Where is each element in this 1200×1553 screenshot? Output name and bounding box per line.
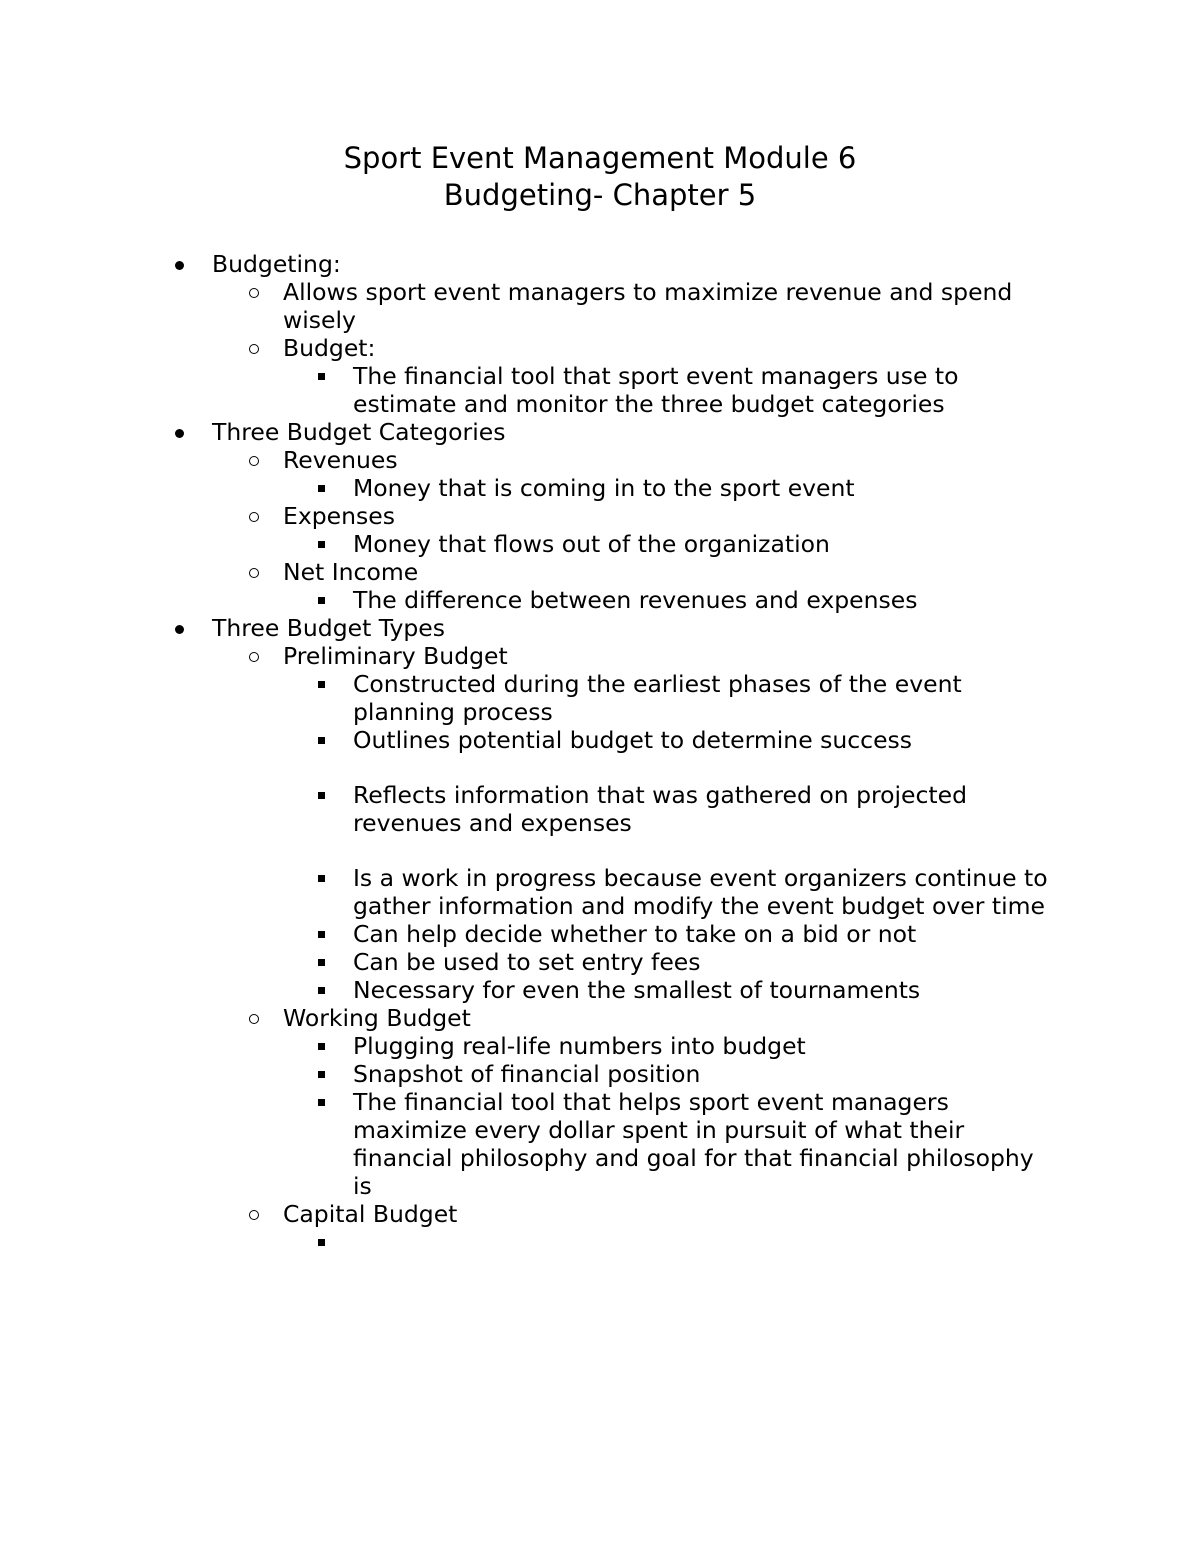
item-text: Can be used to set entry fees xyxy=(353,948,701,976)
item-text: Outlines potential budget to determine success xyxy=(353,726,913,754)
bullet-circle-icon xyxy=(247,558,263,586)
item-text: The difference between revenues and expenses xyxy=(353,586,918,614)
outline-subsubitem xyxy=(0,530,1200,558)
item-text: Budgeting: xyxy=(212,250,341,278)
bullet-circle-icon xyxy=(247,278,263,306)
item-text: Net Income xyxy=(283,558,419,586)
item-text xyxy=(353,1228,1053,1256)
outline-subitem xyxy=(0,278,1200,334)
item-text: Revenues xyxy=(283,446,398,474)
bullet-square-icon xyxy=(316,1228,330,1256)
outline-subsubitem xyxy=(0,781,1200,837)
item-text: Necessary for even the smallest of tournaments xyxy=(353,976,921,1004)
bullet-circle-icon xyxy=(247,502,263,530)
outline-subsubitem xyxy=(0,586,1200,614)
outline-subsubitem xyxy=(0,474,1200,502)
outline-subsubitem xyxy=(0,362,1200,418)
item-text: Expenses xyxy=(283,502,395,530)
outline-subsubitem xyxy=(0,976,1200,1004)
outline-subitem xyxy=(0,502,1200,530)
item-text: Money that is coming in to the sport event xyxy=(353,474,855,502)
outline-subitem xyxy=(0,1200,1200,1228)
outline-subsubitem xyxy=(0,920,1200,948)
outline-subsubitem xyxy=(0,1060,1200,1088)
item-text: Three Budget Types xyxy=(212,614,445,642)
bullet-square-icon xyxy=(316,726,330,754)
bullet-square-icon xyxy=(316,530,330,558)
item-text: Allows sport event managers to maximize revenue and spend wisely xyxy=(283,278,1013,334)
outline-subitem xyxy=(0,1004,1200,1032)
outline-list xyxy=(0,250,1200,1256)
item-text: Constructed during the earliest phases of the event planning process xyxy=(353,670,962,726)
item-text: Preliminary Budget xyxy=(283,642,508,670)
item-text: Is a work in progress because event organizers continue to gather information and modify the event budget over time xyxy=(353,864,1048,920)
bullet-circle-icon xyxy=(247,642,263,670)
bullet-square-icon xyxy=(316,670,330,698)
bullet-square-icon xyxy=(316,781,330,809)
item-text: The financial tool that helps sport event managers maximize every dollar spent in pursuit of what their financial philosophy and goal for that financial philosophy is xyxy=(353,1088,1034,1200)
outline-subsubitem xyxy=(0,726,1200,754)
item-text: Working Budget xyxy=(283,1004,471,1032)
item-text: Reflects information that was gathered on projected revenues and expenses xyxy=(353,781,968,837)
outline-item-types xyxy=(0,614,1200,642)
bullet-square-icon xyxy=(316,1032,330,1060)
bullet-square-icon xyxy=(316,586,330,614)
item-text: Money that flows out of the organization xyxy=(353,530,830,558)
item-text: Three Budget Categories xyxy=(212,418,506,446)
outline-subsubitem xyxy=(0,1032,1200,1060)
outline-item-budgeting xyxy=(0,250,1200,278)
outline-item-categories xyxy=(0,418,1200,446)
bullet-square-icon xyxy=(316,474,330,502)
bullet-square-icon xyxy=(316,362,330,390)
outline-subsubitem xyxy=(0,1088,1200,1200)
document-title xyxy=(0,140,1200,214)
bullet-dot-icon xyxy=(172,614,188,642)
item-text: Plugging real-life numbers into budget xyxy=(353,1032,806,1060)
bullet-circle-icon xyxy=(247,446,263,474)
outline-subitem xyxy=(0,558,1200,586)
bullet-circle-icon xyxy=(247,1200,263,1228)
bullet-square-icon xyxy=(316,1088,330,1116)
bullet-square-icon xyxy=(316,948,330,976)
outline-subsubitem xyxy=(0,864,1200,920)
bullet-square-icon xyxy=(316,1060,330,1088)
outline-subitem xyxy=(0,642,1200,670)
item-text: Capital Budget xyxy=(283,1200,458,1228)
bullet-square-icon xyxy=(316,864,330,892)
title-line-2: Budgeting- Chapter 5 xyxy=(443,178,757,212)
item-text: Can help decide whether to take on a bid or not xyxy=(353,920,917,948)
bullet-circle-icon xyxy=(247,334,263,362)
bullet-square-icon xyxy=(316,920,330,948)
bullet-dot-icon xyxy=(172,418,188,446)
bullet-square-icon xyxy=(316,976,330,1004)
item-text: The financial tool that sport event managers use to estimate and monitor the three budget categories xyxy=(353,362,959,418)
outline-subsubitem-empty xyxy=(0,1228,1200,1256)
outline-subitem xyxy=(0,334,1200,362)
outline-subsubitem xyxy=(0,670,1200,726)
outline-subitem xyxy=(0,446,1200,474)
bullet-circle-icon xyxy=(247,1004,263,1032)
outline-subsubitem xyxy=(0,948,1200,976)
item-text: Snapshot of financial position xyxy=(353,1060,701,1088)
item-text: Budget: xyxy=(283,334,376,362)
title-line-1: Sport Event Management Module 6 xyxy=(343,141,857,175)
bullet-dot-icon xyxy=(172,250,188,278)
